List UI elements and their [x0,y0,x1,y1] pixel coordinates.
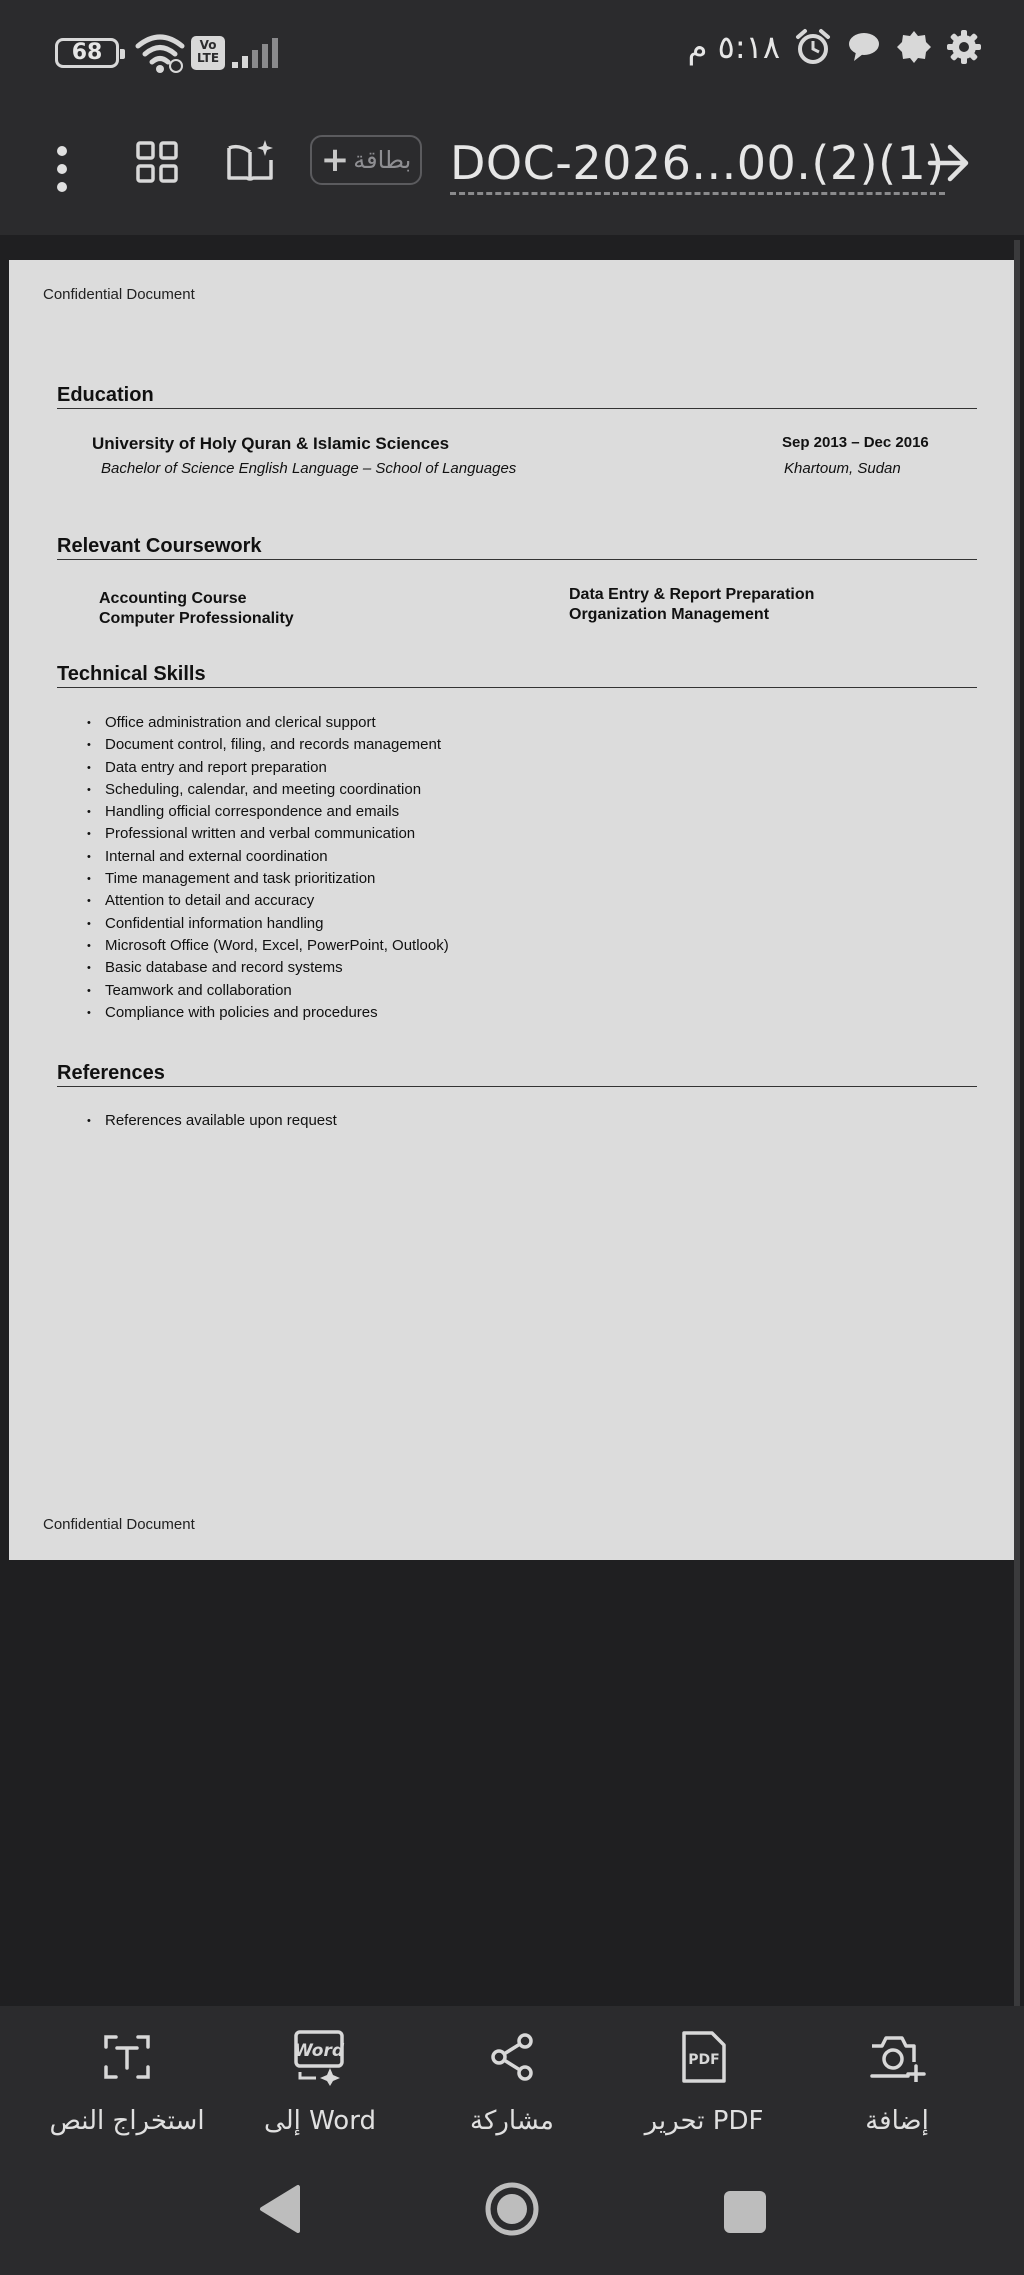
coursework-item: Accounting Course [99,590,247,607]
references-heading: References [57,1062,977,1087]
education-dates: Sep 2013 – Dec 2016 [782,434,929,451]
plus-icon: + [320,140,350,180]
forward-arrow-icon[interactable] [926,140,972,186]
scroll-indicator[interactable] [1014,240,1020,2010]
pdf-icon [680,2029,728,2085]
skill-item: • Basic database and record systems [79,957,449,979]
skill-item: • Document control, filing, and records management [79,734,449,756]
status-bar [0,0,1024,110]
edit-pdf-label: تحرير PDF [644,2106,764,2136]
add-camera-icon [868,2032,926,2082]
skill-item: • Office administration and clerical support [79,712,449,734]
skill-item: • Compliance with policies and procedures [79,1002,449,1024]
skill-item: • Internal and external coordination [79,846,449,868]
to-word-button[interactable] [220,2026,420,2136]
reference-item: • References available upon request [79,1110,337,1132]
coursework-item: Computer Professionality [99,610,294,627]
battery-level: 68 [71,40,103,65]
home-icon[interactable] [484,2181,540,2237]
share-label: مشاركة [470,2106,554,2136]
badge-icon [896,29,932,65]
pdf-icon-text: PDF [688,2052,720,2068]
read-mode-icon[interactable] [225,138,275,184]
add-card-label: بطاقة [353,146,412,174]
coursework-item: Data Entry & Report Preparation [569,586,815,603]
to-word-label: إلى Word [264,2106,376,2136]
back-icon[interactable] [258,2184,302,2234]
document-title[interactable]: DOC-2026...00.(2)(1) [450,136,945,195]
document-page[interactable] [9,260,1014,1560]
signal-icon [232,36,280,70]
page-header-label: Confidential Document [43,286,195,303]
share-button[interactable] [412,2026,612,2136]
skills-list [79,712,449,1024]
wifi-icon [135,32,185,74]
volte-top: Vo [199,38,217,52]
settings-icon [946,29,982,65]
volte-bottom: LTE [196,51,220,65]
extract-text-button[interactable] [27,2026,227,2136]
skill-item: • Teamwork and collaboration [79,980,449,1002]
alarm-icon [794,28,832,66]
more-options-icon[interactable] [52,142,72,202]
references-list [79,1110,337,1132]
edit-pdf-button[interactable] [604,2026,804,2136]
skill-item: • Scheduling, calendar, and meeting coordination [79,779,449,801]
skill-item: • Attention to detail and accuracy [79,890,449,912]
page-footer-label: Confidential Document [43,1516,195,1533]
coursework-item: Organization Management [569,606,770,623]
education-heading: Education [57,384,977,409]
education-school: University of Holy Quran & Islamic Sciences [92,434,450,453]
system-navigation-bar [0,2156,1024,2275]
bottom-action-bar [0,2006,1024,2156]
add-button[interactable] [797,2026,997,2136]
skill-item: • Handling official correspondence and emails [79,801,449,823]
word-icon-text: Word [293,2041,345,2061]
recent-apps-icon[interactable] [724,2191,766,2233]
word-icon [292,2028,348,2086]
status-time: ٥:١٨ م [687,28,780,66]
extract-text-label: استخراج النص [49,2106,205,2136]
add-label: إضافة [865,2106,929,2136]
skill-item: • Confidential information handling [79,913,449,935]
grid-view-icon[interactable] [135,140,179,184]
chat-icon [846,29,882,65]
status-right-group [688,28,982,66]
share-icon [489,2032,535,2082]
education-degree: Bachelor of Science English Language – School of Languages [101,460,517,477]
coursework-heading: Relevant Coursework [57,535,977,560]
skill-item: • Data entry and report preparation [79,757,449,779]
skills-heading: Technical Skills [57,663,977,688]
skill-item: • Professional written and verbal communication [79,823,449,845]
skill-item: • Time management and task prioritization [79,868,449,890]
volte-icon [191,36,225,70]
education-location: Khartoum, Sudan [784,460,901,477]
document-toolbar [0,110,1024,235]
battery-icon [55,38,119,68]
extract-text-icon [103,2033,151,2081]
skill-item: • Microsoft Office (Word, Excel, PowerPoint, Outlook) [79,935,449,957]
add-card-button[interactable] [310,135,422,185]
